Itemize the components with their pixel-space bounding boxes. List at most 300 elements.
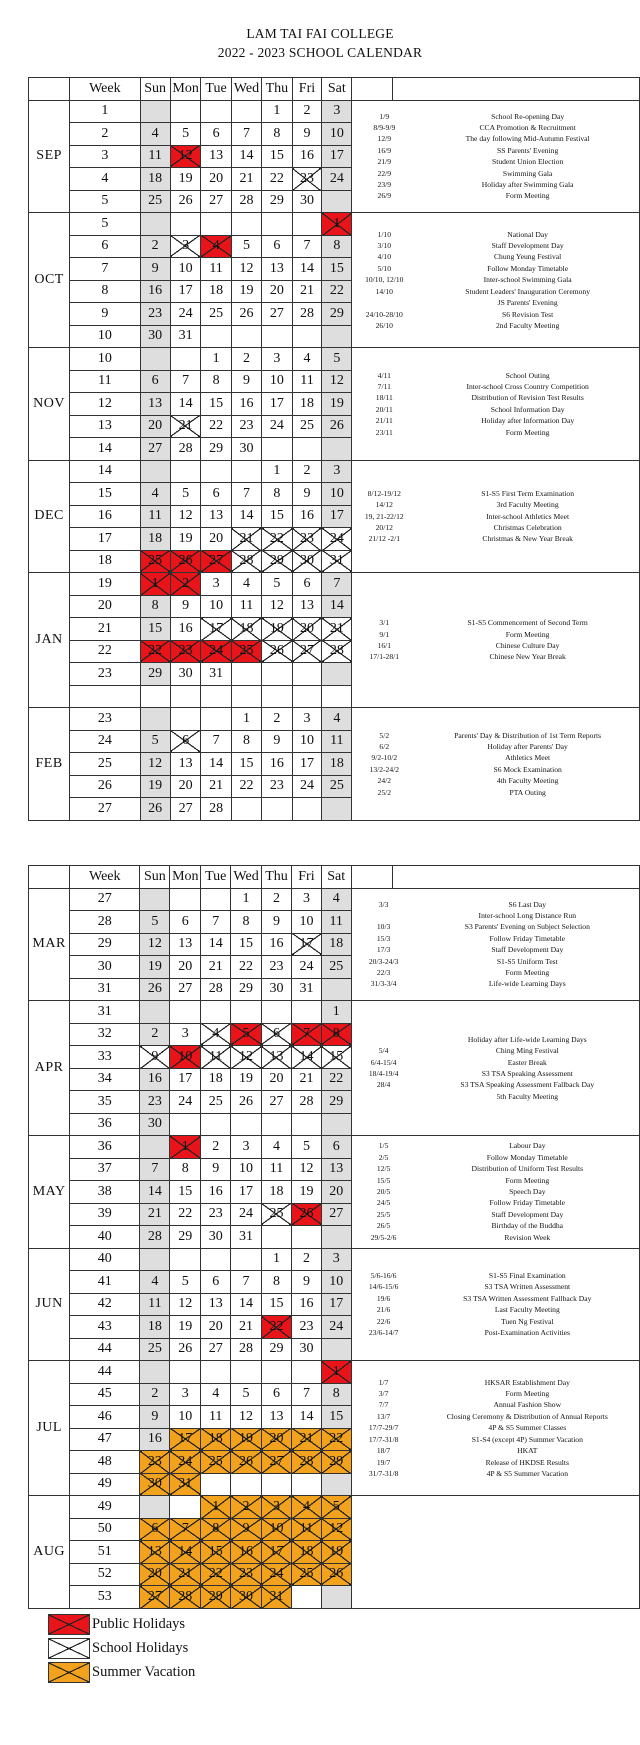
day-cell: 7	[322, 573, 352, 596]
day-cell: 12	[140, 753, 170, 776]
note-row	[352, 240, 639, 251]
day-cell: 24	[322, 168, 352, 191]
day-cell: 14	[170, 393, 201, 416]
day-cell	[231, 213, 262, 236]
day-cell: 21	[201, 775, 231, 798]
note-row	[352, 274, 639, 285]
day-cell	[292, 1113, 322, 1136]
week-number: 49	[70, 1496, 140, 1519]
note-event: Follow Monday Timetable	[487, 263, 569, 273]
note-date: 6/2	[379, 741, 390, 751]
note-event: Christmas Celebration	[493, 522, 562, 532]
day-cell: 26	[170, 190, 201, 213]
day-cell: 19	[170, 528, 201, 551]
calendar-title: 2022 - 2023 SCHOOL CALENDAR	[217, 45, 423, 60]
day-cell	[170, 1113, 201, 1136]
legend	[48, 1612, 195, 1684]
month-notes	[352, 100, 640, 213]
note-row	[352, 156, 639, 167]
day-cell: 17	[322, 505, 352, 528]
day-cell	[322, 325, 352, 348]
note-row	[352, 1281, 639, 1292]
note-row	[352, 1163, 639, 1174]
day-cell: 8	[322, 235, 352, 258]
day-cell	[292, 1361, 322, 1384]
week-number: 23	[70, 663, 140, 686]
day-cell: 2	[292, 100, 322, 123]
day-cell: 20	[261, 1068, 291, 1091]
note-date: 13/2-24/2	[369, 764, 400, 774]
day-cell	[170, 348, 201, 371]
day-cell	[201, 1361, 231, 1384]
day-cell: 14	[322, 595, 352, 618]
week-number: 27	[70, 888, 140, 911]
note-date: 14/10	[375, 286, 393, 296]
week-number: 22	[70, 640, 140, 663]
note-date: 8/12-19/12	[367, 488, 401, 498]
note-date: 13/7	[376, 1411, 391, 1421]
week-number: 52	[70, 1563, 140, 1586]
note-event: Distribution of Uniform Test Results	[471, 1164, 584, 1174]
day-cell: 9	[140, 1406, 170, 1429]
note-row	[352, 251, 639, 262]
day-cell: 9	[261, 911, 291, 934]
blank-cell	[140, 685, 170, 708]
day-cell: 15	[231, 753, 262, 776]
day-cell-school-holiday: 6	[170, 730, 201, 753]
day-cell-public-holiday: 12	[170, 145, 201, 168]
note-date: 3/10	[377, 241, 392, 251]
day-cell-school-holiday: 19	[262, 618, 292, 641]
week-row	[29, 1248, 640, 1271]
month-label: JUL	[29, 1361, 70, 1496]
day-cell	[140, 1136, 170, 1159]
note-event: S1-S4 (except 4P) Summer Vacation	[471, 1434, 583, 1444]
week-number: 4	[70, 168, 140, 191]
note-row	[352, 190, 639, 201]
note-row	[352, 787, 639, 798]
week-number: 30	[70, 956, 140, 979]
day-cell: 15	[262, 505, 292, 528]
day-cell: 31	[201, 663, 231, 686]
month-label: MAY	[29, 1136, 70, 1249]
note-date: 20/12	[375, 522, 393, 532]
day-cell	[201, 1473, 231, 1496]
day-cell-summer-holiday: 11	[292, 1518, 322, 1541]
week-row	[29, 1001, 640, 1024]
day-cell: 23	[231, 415, 262, 438]
week-number: 5	[70, 213, 140, 236]
day-cell: 15	[201, 393, 231, 416]
week-number: 10	[70, 348, 140, 371]
day-cell-summer-holiday: 26	[231, 1451, 262, 1474]
day-cell: 18	[201, 1068, 231, 1091]
school-name: LAM TAI FAI COLLEGE	[246, 26, 394, 41]
day-cell: 16	[140, 1068, 170, 1091]
week-number: 28	[70, 911, 140, 934]
note-row	[352, 1091, 639, 1102]
day-cell	[140, 708, 170, 731]
note-event: Distribution of Revision Test Results	[471, 393, 584, 403]
day-cell	[140, 348, 170, 371]
day-cell: 24	[292, 956, 322, 979]
week-number: 40	[70, 1248, 140, 1271]
note-date: 7/11	[377, 381, 391, 391]
day-cell: 7	[140, 1158, 170, 1181]
week-number: 18	[70, 550, 140, 573]
note-event: Holiday after Information Day	[481, 416, 575, 426]
note-row	[352, 1068, 639, 1079]
column-header: Sat	[321, 866, 351, 889]
day-cell: 21	[292, 1068, 322, 1091]
note-event: Chung Yeung Festival	[493, 252, 562, 262]
summer-vacation-swatch	[48, 1662, 90, 1683]
note-event: Form Meeting	[505, 629, 550, 639]
note-event: CCA Promotion & Recruitment	[479, 123, 576, 133]
day-cell: 8	[321, 1383, 351, 1406]
week-number: 46	[70, 1406, 140, 1429]
day-cell: 24	[170, 1091, 201, 1114]
blank-cell	[231, 685, 262, 708]
note-row	[352, 381, 639, 392]
month-notes	[351, 1136, 639, 1249]
blank-cell	[322, 685, 352, 708]
month-label: AUG	[29, 1496, 70, 1609]
note-row	[352, 533, 639, 544]
day-cell: 29	[322, 303, 352, 326]
day-cell: 22	[262, 168, 292, 191]
column-header: Mon	[170, 78, 201, 101]
notes-event-header	[392, 866, 639, 889]
note-row	[352, 309, 639, 320]
week-number: 23	[70, 708, 140, 731]
note-row	[352, 1293, 639, 1304]
day-cell-summer-holiday: 25	[201, 1451, 231, 1474]
day-cell: 22	[322, 280, 352, 303]
day-cell: 16	[261, 933, 291, 956]
day-cell	[321, 978, 351, 1001]
day-cell: 15	[321, 1406, 351, 1429]
note-date: 21/11	[375, 416, 393, 426]
note-date: 17/1-28/1	[369, 652, 400, 662]
legend-school	[48, 1636, 195, 1660]
day-cell-school-holiday: 21	[170, 415, 201, 438]
day-cell	[231, 1361, 262, 1384]
week-number: 6	[70, 235, 140, 258]
day-cell	[322, 663, 352, 686]
day-cell-summer-holiday: 6	[140, 1518, 170, 1541]
week-number: 47	[70, 1428, 140, 1451]
day-cell: 30	[140, 325, 170, 348]
note-date: 29/5-2/6	[370, 1232, 397, 1242]
week-number: 51	[70, 1541, 140, 1564]
day-cell-summer-holiday: 7	[170, 1518, 201, 1541]
day-cell: 15	[261, 1293, 291, 1316]
day-cell	[140, 100, 170, 123]
note-event: S1-S5 First Term Examination	[481, 488, 575, 498]
note-event: Inter-school Long Distance Run	[478, 911, 577, 921]
day-cell: 2	[292, 460, 322, 483]
day-cell	[170, 460, 201, 483]
day-cell: 12	[262, 595, 292, 618]
day-cell-summer-holiday: 8	[201, 1518, 231, 1541]
note-date: 3/1	[379, 618, 390, 628]
note-event: S6 Mock Examination	[493, 764, 562, 774]
note-event: Labour Day	[509, 1141, 546, 1151]
day-cell: 1	[321, 1001, 351, 1024]
day-cell-school-holiday: 23	[292, 168, 322, 191]
day-cell: 20	[170, 956, 201, 979]
day-cell: 3	[322, 460, 352, 483]
day-cell-summer-holiday: 15	[201, 1541, 231, 1564]
day-cell-school-holiday: 12	[231, 1046, 262, 1069]
note-event: Life-wide Learning Days	[488, 979, 566, 989]
day-cell	[292, 1586, 322, 1609]
day-cell: 5	[140, 911, 170, 934]
week-row	[29, 348, 640, 371]
note-date: 4/11	[377, 370, 391, 380]
note-event: 4P & S5 Summer Vacation	[486, 1468, 569, 1478]
day-cell: 19	[140, 956, 170, 979]
note-event: Ching Ming Festival	[495, 1046, 559, 1056]
day-cell: 25	[322, 775, 352, 798]
day-cell-summer-holiday: 28	[292, 1451, 322, 1474]
day-cell-public-holiday: 1	[170, 1136, 201, 1159]
day-cell: 29	[261, 1338, 291, 1361]
week-row	[29, 888, 640, 911]
day-cell-public-holiday: 7	[292, 1023, 322, 1046]
day-cell-summer-holiday: 4	[292, 1496, 322, 1519]
week-number: 36	[70, 1136, 140, 1159]
note-row	[352, 1045, 639, 1056]
day-cell: 14	[201, 933, 231, 956]
note-row	[352, 168, 639, 179]
month-label: DEC	[29, 460, 70, 573]
note-event: Birthday of the Buddha	[491, 1221, 564, 1231]
day-cell: 14	[201, 753, 231, 776]
day-cell: 4	[231, 573, 262, 596]
blank-cell	[201, 685, 231, 708]
day-cell: 6	[170, 911, 201, 934]
note-date: 21/9	[377, 157, 392, 167]
day-cell	[261, 1361, 291, 1384]
note-row	[352, 978, 639, 989]
day-cell: 15	[231, 933, 262, 956]
day-cell-public-holiday: 1	[140, 573, 170, 596]
note-row	[352, 1422, 639, 1433]
note-event: PTA Outing	[509, 787, 546, 797]
day-cell: 23	[201, 1203, 231, 1226]
week-number: 32	[70, 1023, 140, 1046]
day-cell: 26	[140, 978, 170, 1001]
note-event: Easter Break	[507, 1057, 547, 1067]
day-cell-summer-holiday: 16	[231, 1541, 262, 1564]
day-cell: 19	[170, 168, 201, 191]
day-cell: 10	[231, 1158, 262, 1181]
day-cell-summer-holiday: 30	[231, 1586, 262, 1609]
day-cell: 2	[292, 1248, 322, 1271]
day-cell: 9	[201, 1158, 231, 1181]
day-cell-public-holiday: 25	[140, 550, 170, 573]
day-cell: 2	[231, 348, 262, 371]
note-date: 23/6-14/7	[368, 1328, 399, 1338]
note-date: 7/7	[378, 1400, 389, 1410]
day-cell: 3	[262, 348, 292, 371]
day-cell: 12	[231, 1406, 262, 1429]
note-event: Student Union Election	[491, 157, 564, 167]
day-cell: 1	[262, 460, 292, 483]
month-label: FEB	[29, 708, 70, 821]
note-date: 3/3	[378, 899, 389, 909]
note-date: 19/7	[376, 1457, 391, 1467]
day-cell: 21	[140, 1203, 170, 1226]
day-cell	[262, 325, 292, 348]
note-row	[352, 1220, 639, 1231]
month-notes	[351, 1248, 639, 1361]
day-cell	[201, 1113, 231, 1136]
day-cell: 7	[292, 1383, 322, 1406]
day-cell: 29	[201, 438, 231, 461]
day-cell: 3	[231, 1136, 262, 1159]
day-cell	[322, 438, 352, 461]
day-cell: 12	[322, 370, 352, 393]
day-cell-public-holiday: 25	[231, 640, 262, 663]
note-date: 31/7-31/8	[368, 1468, 399, 1478]
day-cell: 29	[170, 1226, 201, 1249]
day-cell-public-holiday: 8	[321, 1023, 351, 1046]
week-number: 40	[70, 1226, 140, 1249]
day-cell: 14	[292, 1406, 322, 1429]
note-row	[352, 617, 639, 628]
day-cell: 22	[321, 1068, 351, 1091]
note-event: S3 TSA Speaking Assessment	[481, 1069, 573, 1078]
note-event: Inter-school Athletics Meet	[486, 511, 570, 521]
day-cell-public-holiday: 26	[170, 550, 201, 573]
day-cell: 24	[170, 303, 201, 326]
day-cell-school-holiday: 17	[201, 618, 231, 641]
note-event: S1-S5 Uniform Test	[496, 956, 558, 966]
day-cell	[170, 1248, 201, 1271]
day-cell: 10	[201, 595, 231, 618]
day-cell: 23	[261, 956, 291, 979]
note-event: Form Meeting	[505, 191, 550, 201]
note-row	[352, 629, 639, 640]
column-header: Tue	[201, 866, 231, 889]
header-row	[29, 78, 640, 101]
day-cell: 9	[170, 595, 201, 618]
day-cell-school-holiday: 29	[262, 550, 292, 573]
note-row	[352, 1468, 639, 1479]
day-cell	[140, 1496, 170, 1519]
day-cell: 8	[262, 123, 292, 146]
day-cell-summer-holiday: 9	[231, 1518, 262, 1541]
note-event: S1-S5 Commencement of Second Term	[467, 618, 588, 628]
day-cell: 5	[262, 573, 292, 596]
day-cell: 20	[321, 1181, 351, 1204]
note-row	[352, 427, 639, 438]
day-cell	[140, 1361, 170, 1384]
day-cell-summer-holiday: 24	[170, 1451, 201, 1474]
note-row	[352, 775, 639, 786]
month-label: MAR	[29, 888, 70, 1001]
note-event: 5th Faculty Meeting	[496, 1091, 559, 1101]
note-row	[352, 229, 639, 240]
day-cell: 31	[170, 325, 201, 348]
note-date: 9/1	[379, 629, 390, 639]
day-cell-summer-holiday: 2	[231, 1496, 262, 1519]
day-cell: 7	[231, 483, 262, 506]
note-row	[352, 764, 639, 775]
day-cell: 11	[140, 145, 170, 168]
day-cell-public-holiday: 4	[201, 235, 231, 258]
day-cell: 7	[201, 730, 231, 753]
column-header: Fri	[292, 866, 322, 889]
day-cell	[292, 1001, 322, 1024]
day-cell: 3	[170, 1023, 201, 1046]
day-cell	[170, 100, 201, 123]
note-event: 2nd Faculty Meeting	[496, 320, 560, 330]
month-notes	[351, 1001, 639, 1136]
note-event: HKSAR Establishment Day	[484, 1377, 570, 1387]
note-event: Post-Examination Activities	[484, 1328, 571, 1338]
day-cell: 30	[261, 978, 291, 1001]
day-cell: 8	[201, 370, 231, 393]
day-cell: 14	[231, 505, 262, 528]
day-cell: 5	[170, 483, 201, 506]
day-cell-school-holiday: 22	[262, 528, 292, 551]
day-cell	[292, 798, 322, 821]
week-number: 16	[70, 505, 140, 528]
week-number: 38	[70, 1181, 140, 1204]
note-row	[352, 1304, 639, 1315]
column-header: Sat	[322, 78, 352, 101]
note-date: 23/9	[377, 180, 392, 190]
day-cell: 28	[201, 798, 231, 821]
day-cell: 31	[231, 1226, 262, 1249]
note-row	[352, 910, 639, 921]
note-row	[352, 730, 639, 741]
note-date: 10/3	[376, 922, 391, 932]
day-cell: 21	[231, 168, 262, 191]
day-cell	[140, 1248, 170, 1271]
note-event: JS Parents' Evening	[497, 298, 558, 308]
week-number: 29	[70, 933, 140, 956]
note-event: Student Leaders' Inauguration Ceremony	[465, 286, 590, 296]
day-cell-school-holiday: 28	[322, 640, 352, 663]
note-event: Follow Friday Timetable	[489, 933, 566, 943]
note-date: 26/5	[376, 1221, 391, 1231]
day-cell: 9	[262, 730, 292, 753]
note-row	[352, 392, 639, 403]
day-cell-summer-holiday: 20	[261, 1428, 291, 1451]
day-cell: 1	[231, 888, 262, 911]
day-cell: 11	[201, 258, 231, 281]
note-row	[352, 1399, 639, 1410]
note-row	[352, 1445, 639, 1456]
day-cell	[322, 798, 352, 821]
note-date	[352, 1091, 416, 1102]
note-event: The day following Mid-Autumn Festival	[465, 134, 590, 144]
day-cell: 7	[170, 370, 201, 393]
day-cell-school-holiday: 9	[140, 1046, 170, 1069]
day-cell	[262, 798, 292, 821]
note-date: 25/5	[376, 1209, 391, 1219]
note-event: Holiday after Swimming Gala	[481, 180, 574, 190]
note-event: Holiday after Life-wide Learning Days	[467, 1034, 587, 1044]
day-cell: 25	[292, 415, 322, 438]
legend-summer	[48, 1660, 195, 1684]
day-cell-summer-holiday: 20	[140, 1563, 170, 1586]
